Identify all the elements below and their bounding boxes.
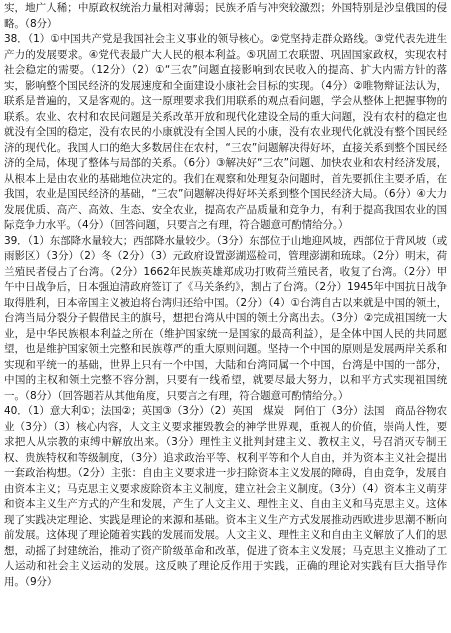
paragraph-question-40: 40．（1）意大利①；法国②；英国③（3分）（2）英国 煤炭 阿伯丁（3分）法国 商品谷物农业（3分）（3）核心内容，人文主义要求摧毁教会的神学世界观，重视人的价值，崇尚人性，要求把人从宗教的束缚中解放出来。（3分）理性主义批判封建主义、教权主义，号召消灭专制王权、贵族特权和等级制度，（3分）追求政治平等、权利平等和个人自由，并为资本主义社会提出一套政治构想。（2分）主张：自由主义要求进一步扫除资本主义发展的障碍，自由竞争，发展自由资本主义；马克思主义要求废除资本主义制度，建立社会主义制度。（3分）（4）资本主义萌芽和资本主义生产方式的产生和发展，产生了人文主义、理性主义、自由主义和马克思主义。这体现了实践决定理论、实践是理论的来源和基础。资本主义生产方式发展推动西欧进步思潮不断向前发展。这体现了理论随着实践的发展而发展。人文主义、理性主义和自由主义解放了人们的思想，动摇了封建统治，推动了资产阶级革命和改革，促进了资本主义发展；马克思主义推动了工人运动和社会主义运动的发展。这反映了理论反作用于实践，正确的理论对实践有巨大指导作用。（9分） [4,405,447,588]
answer-document [4,1,447,631]
paragraph-question-38: 38．（1）①中国共产党是我国社会主义事业的领导核心。②党坚持走群众路线。③党代表先进生产力的发展要求。④党代表最广大人民的根本利益。⑤巩固工农联盟、巩固国家政权，实现农村社会稳定的需要。（12分）（2）①“三农”问题直接影响到农民收入的提高、扩大内需方针的落实，影响整个国民经济的发展速度和全面建设小康社会目标的实现。（4分）②唯物辩证法认为，联系是普遍的，又是客观的。这一原理要求我们用联系的观点看问题，学会从整体上把握事物的联系。农业、农村和农民问题是关系改革开放和现代化建设全局的重大问题，没有农村的稳定也就没有全国的稳定，没有农民的小康就没有全国人民的小康，没有农业现代化就没有整个国民经济的现代化。我国人口的绝大多数居住在农村，“三农”问题解决得好坏，直接关系到整个国民经济的全局，体现了整体与局部的关系。（6分）③解决好“三农”问题、加快农业和农村经济发展，从根本上是由农业的基础地位决定的。我们在观察和处理复杂问题时，首先要抓住主要矛盾，在我国，农业是国民经济的基础，“三农”问题解决得好坏关系到整个国民经济大局。（6分）④大力发展优质、高产、高效、生态、安全农业，提高农产品质量和竞争力，有利于提高我国农业的国际竞争力水平。（4分）（回答问题，只要言之有理，符合题意可酌情给分。） [4,33,447,231]
paragraph-37-end: 实，地广人稀；中原政权统治力量相对薄弱；民族矛盾与冲突较激烈；外国特别是沙皇俄国的侵略。（8分） [4,2,447,30]
paragraph-question-39: 39．（1）东部降水量较大；西部降水量较少。（3分）东部位于山地迎风坡，西部位于背风坡（或雨影区）（3分）（2）冬（2分）（3）元政府设置澎湖巡检司，管理澎湖和琉球。（2分）明末，荷兰殖民者侵占了台湾。（2分）1662年民族英雄郑成功打败荷兰殖民者，收复了台湾。（2分）甲午中日战争后，日本强迫清政府签订了《马关条约》，割占了台湾。（2分）1945年中国抗日战争取得胜利，日本帝国主义被迫将台湾归还给中国。（2分）（4）①台湾自古以来就是中国的领土，台湾当局分裂分子假借民主的旗号，想把台湾从中国的领土分离出去。（3分）②完成祖国统一大业，是中华民族根本利益之所在（维护国家统一是国家的最高利益），是全体中国人民的共同愿望，也是维护国家领土完整和民族尊严的重大原则问题。坚持一个中国的原则是发展两岸关系和实现和平统一的基础，世界上只有一个中国，大陆和台湾同属一个中国，台湾是中国的一部分，中国的主权和领土完整不容分割，只要有一线希望，就要尽最大努力，以和平方式实现祖国统一。（8分）（回答题若从其他角度，只要言之有理，符合题意可酌情给分。） [4,234,447,402]
